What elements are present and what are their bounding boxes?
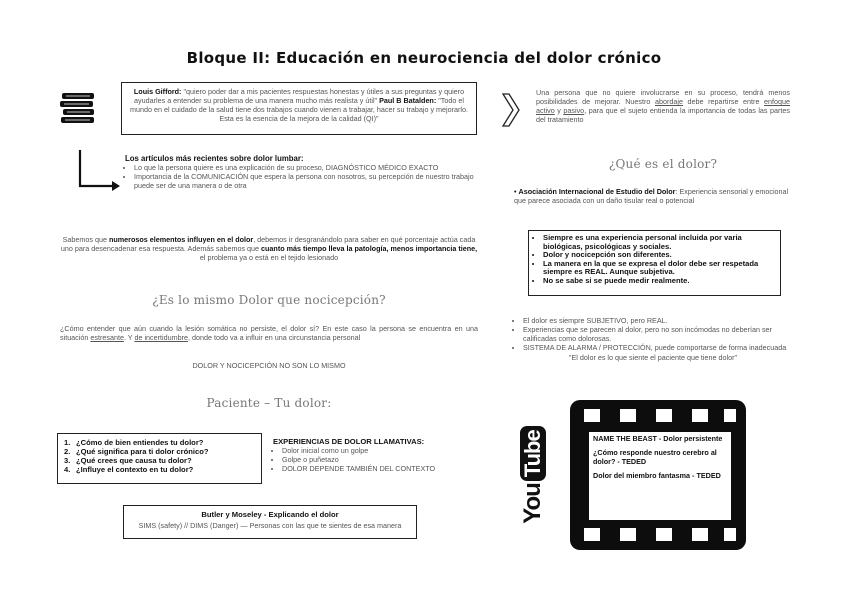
youtube-tube: Tube	[520, 426, 546, 481]
link-enfoque-activo: enfoque activo	[536, 97, 791, 115]
experiencias-section	[273, 437, 478, 473]
list-item: • Importancia de la COMUNICACIÓN que espera la persona con nosotros, su percepción de nuestro trabajo puede ser de una manera o de otra	[134, 172, 477, 190]
quote-box	[121, 82, 477, 135]
list-item: • Golpe o puñetazo	[282, 455, 478, 464]
video-link[interactable]: NAME THE BEAST - Dolor persistente	[593, 434, 723, 443]
page-title: Bloque II: Educación en neurociencia del dolor crónico	[186, 49, 662, 67]
list-item: • La manera en la que se expresa el dolor debe ser respetada siempre es REAL. Aunque subjetiva.	[543, 260, 774, 277]
experiencias-list	[273, 446, 478, 473]
quote-author-2: Paul B Batalden:	[379, 96, 437, 105]
assoc-name: Asociación Internacional de Estudio del Dolor	[518, 187, 676, 196]
question-row: 1. ¿Cómo de bien entiendes tu dolor?	[64, 438, 204, 447]
dolor-notes-list	[514, 316, 792, 352]
questions-box	[57, 433, 262, 484]
list-item: • Dolor inicial como un golpe	[282, 446, 478, 455]
corner-arrow-icon	[74, 148, 124, 192]
question-row: 3. ¿Qué crees que causa tu dolor?	[64, 456, 192, 465]
dolor-quote: "El dolor es lo que siente el paciente que tiene dolor"	[568, 353, 738, 362]
video-link[interactable]: ¿Cómo responde nuestro cerebro al dolor? - TEDED	[593, 448, 717, 466]
articles-section	[125, 154, 477, 190]
list-item: • No se sabe si se puede medir realmente.	[543, 277, 774, 286]
que-es-heading: ¿Qué es el dolor?	[608, 157, 718, 171]
link-pasivo: pasivo	[563, 106, 585, 115]
factors-paragraph: Sabemos que numerosos elementos influyen en el dolor, debemos ir desgranándolo para saber en qué porcentaje actúa cada uno para desencadenar esa respuesta. Además sabemos que cuanto más tiempo lleva la patología, menos importancia tiene, el problema ya o está en el tejido lesionado	[60, 235, 478, 262]
list-item: • Dolor y nocicepción son diferentes.	[543, 251, 774, 260]
dolor-definition-box	[528, 230, 781, 296]
dolor-definition-list	[533, 234, 774, 286]
youtube-you: You	[519, 483, 546, 524]
youtube-logo[interactable]	[508, 425, 558, 525]
dolor-notes	[514, 316, 792, 362]
nociception-conclusion: DOLOR Y NOCICEPCIÓN NO SON LO MISMO	[192, 361, 346, 370]
experiencias-heading: EXPERIENCIAS DE DOLOR LLAMATIVAS:	[273, 437, 425, 446]
list-item: • El dolor es siempre SUBJETIVO, pero REAL.	[523, 316, 792, 325]
butler-heading: Butler y Moseley - Explicando el dolor	[201, 510, 339, 519]
assoc-paragraph: • Asociación Internacional de Estudio del Dolor: Experiencia sensorial y emocional que parece asociada con un daño tisular real o potencial	[514, 187, 789, 205]
articles-heading: Los artículos más recientes sobre dolor lumbar:	[125, 154, 304, 163]
quote-text-1: "quiero poder dar a mis pacientes respuestas honestas y útiles a sus preguntas y quiero ayudarles a entender su problema de una manera mucho más realista y útil"	[134, 87, 465, 105]
nociception-heading: ¿Es lo mismo Dolor que nocicepción?	[152, 293, 386, 307]
list-item: • Siempre es una experiencia personal incluida por varia biológicas, psicológicas y sociales.	[543, 234, 774, 251]
list-item: • Lo que la persona quiere es una explicación de su proceso, DIAGNÓSTICO MÉDICO EXACTO	[134, 163, 477, 172]
link-abordaje: abordaje	[655, 97, 683, 106]
articles-list	[125, 163, 477, 190]
link-incertidumbre: de incertidumbre	[134, 333, 189, 342]
list-item: • DOLOR DEPENDE TAMBIÉN DEL CONTEXTO	[282, 464, 478, 473]
film-frame	[589, 432, 731, 520]
arrow-right-icon	[501, 92, 521, 128]
list-item: • SISTEMA DE ALARMA / PROTECCIÓN, puede comportarse de forma inadecuada	[523, 343, 792, 352]
link-estresante: estresante	[90, 333, 124, 342]
list-item: • Experiencias que se parecen al dolor, pero no son incómodas no deberían ser calificadas como dolorosas.	[523, 325, 792, 343]
quote-text-2: "Todo el mundo en el cuidado de la salud tiene dos trabajos cuando vienen a trabajar, hacer su trabajo y mejorarlo. Esta es la esencia de la mejora de la calidad (QI)"	[129, 96, 469, 123]
books-icon	[60, 92, 96, 124]
nociception-paragraph: ¿Cómo entender que aún cuando la lesión somática no persiste, el dolor sí? En este caso la persona se encuentra en una situación estresante. Y de incertidumbre, donde todo va a influir en una circunstancia personal	[60, 324, 478, 342]
question-row: 4. ¿Influye el contexto en tu dolor?	[64, 465, 194, 474]
butler-box	[123, 505, 417, 539]
intro-paragraph: Una persona que no quiere involucrarse en su proceso, tendrá menos posibilidades de mejorar. Nuestro abordaje debe repartirse entre enfoque activo y pasivo, para que el sujeto entienda la importancia de todas las partes del tratamiento	[536, 88, 791, 124]
video-link[interactable]: Dolor del miembro fantasma - TEDED	[593, 471, 721, 481]
question-row: 2. ¿Qué significa para ti dolor crónico?	[64, 447, 209, 456]
quote-author-1: Louis Gifford:	[133, 87, 182, 96]
paciente-heading: Paciente – Tu dolor:	[206, 396, 332, 410]
butler-text: SIMS (safety) // DIMS (Danger) — Personas con las que te sientes de esa manera	[138, 521, 402, 530]
